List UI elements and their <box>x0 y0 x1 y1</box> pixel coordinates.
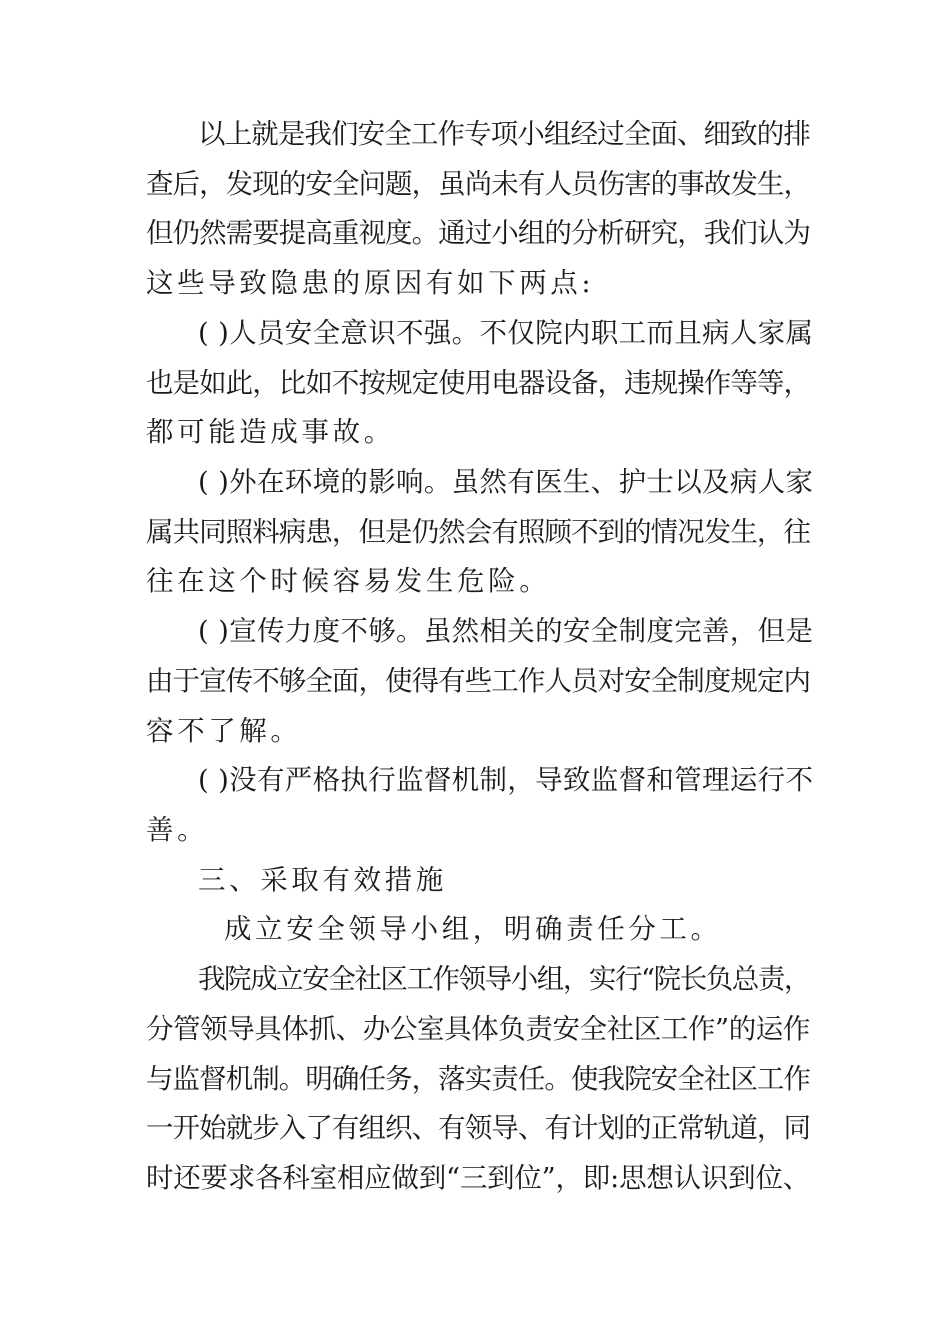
text-line: ( )宣传力度不够。虽然相关的安全制度完善，但是 <box>198 615 814 647</box>
text-line: 也是如此，比如不按规定使用电器设备，违规操作等等， <box>146 367 810 399</box>
text-line: ( )外在环境的影响。虽然有医生、护士以及病人家 <box>198 466 814 498</box>
text-line: 我院成立安全社区工作领导小组，实行“院长负总责， <box>198 963 810 995</box>
text-line: 往在这个时候容易发生危险。 <box>146 565 551 597</box>
text-line: 容不了解。 <box>146 715 302 747</box>
text-line: 与监督机制。明确任务，落实责任。使我院安全社区工作 <box>146 1063 810 1095</box>
text-line: 善。 <box>146 814 209 846</box>
text-line: 一开始就步入了有组织、有领导、有计划的正常轨道，同 <box>146 1112 810 1144</box>
text-line: 但仍然需要提高重视度。通过小组的分析研究，我们认为 <box>146 217 810 249</box>
text-line: 这些导致隐患的原因有如下两点: <box>146 267 595 299</box>
text-line: 以上就是我们安全工作专项小组经过全面、细致的排 <box>198 118 810 150</box>
text-line: ( )人员安全意识不强。不仅院内职工而且病人家属 <box>198 317 814 349</box>
text-line: 属共同照料病患，但是仍然会有照顾不到的情况发生，往 <box>146 516 810 548</box>
text-line: 查后，发现的安全问题，虽尚未有人员伤害的事故发生， <box>146 168 810 200</box>
text-line: 由于宣传不够全面，使得有些工作人员对安全制度规定内 <box>146 665 810 697</box>
text-line: 时还要求各科室相应做到“三到位”，即:思想认识到位、 <box>146 1162 810 1194</box>
subsection-heading: 成立安全领导小组，明确责任分工。 <box>224 913 722 945</box>
section-heading: 三、采取有效措施 <box>198 864 447 896</box>
text-line: 分管领导具体抓、办公室具体负责安全社区工作”的运作 <box>146 1013 810 1045</box>
text-line: 都可能造成事故。 <box>146 416 395 448</box>
text-line: ( )没有严格执行监督机制，导致监督和管理运行不 <box>198 764 814 796</box>
